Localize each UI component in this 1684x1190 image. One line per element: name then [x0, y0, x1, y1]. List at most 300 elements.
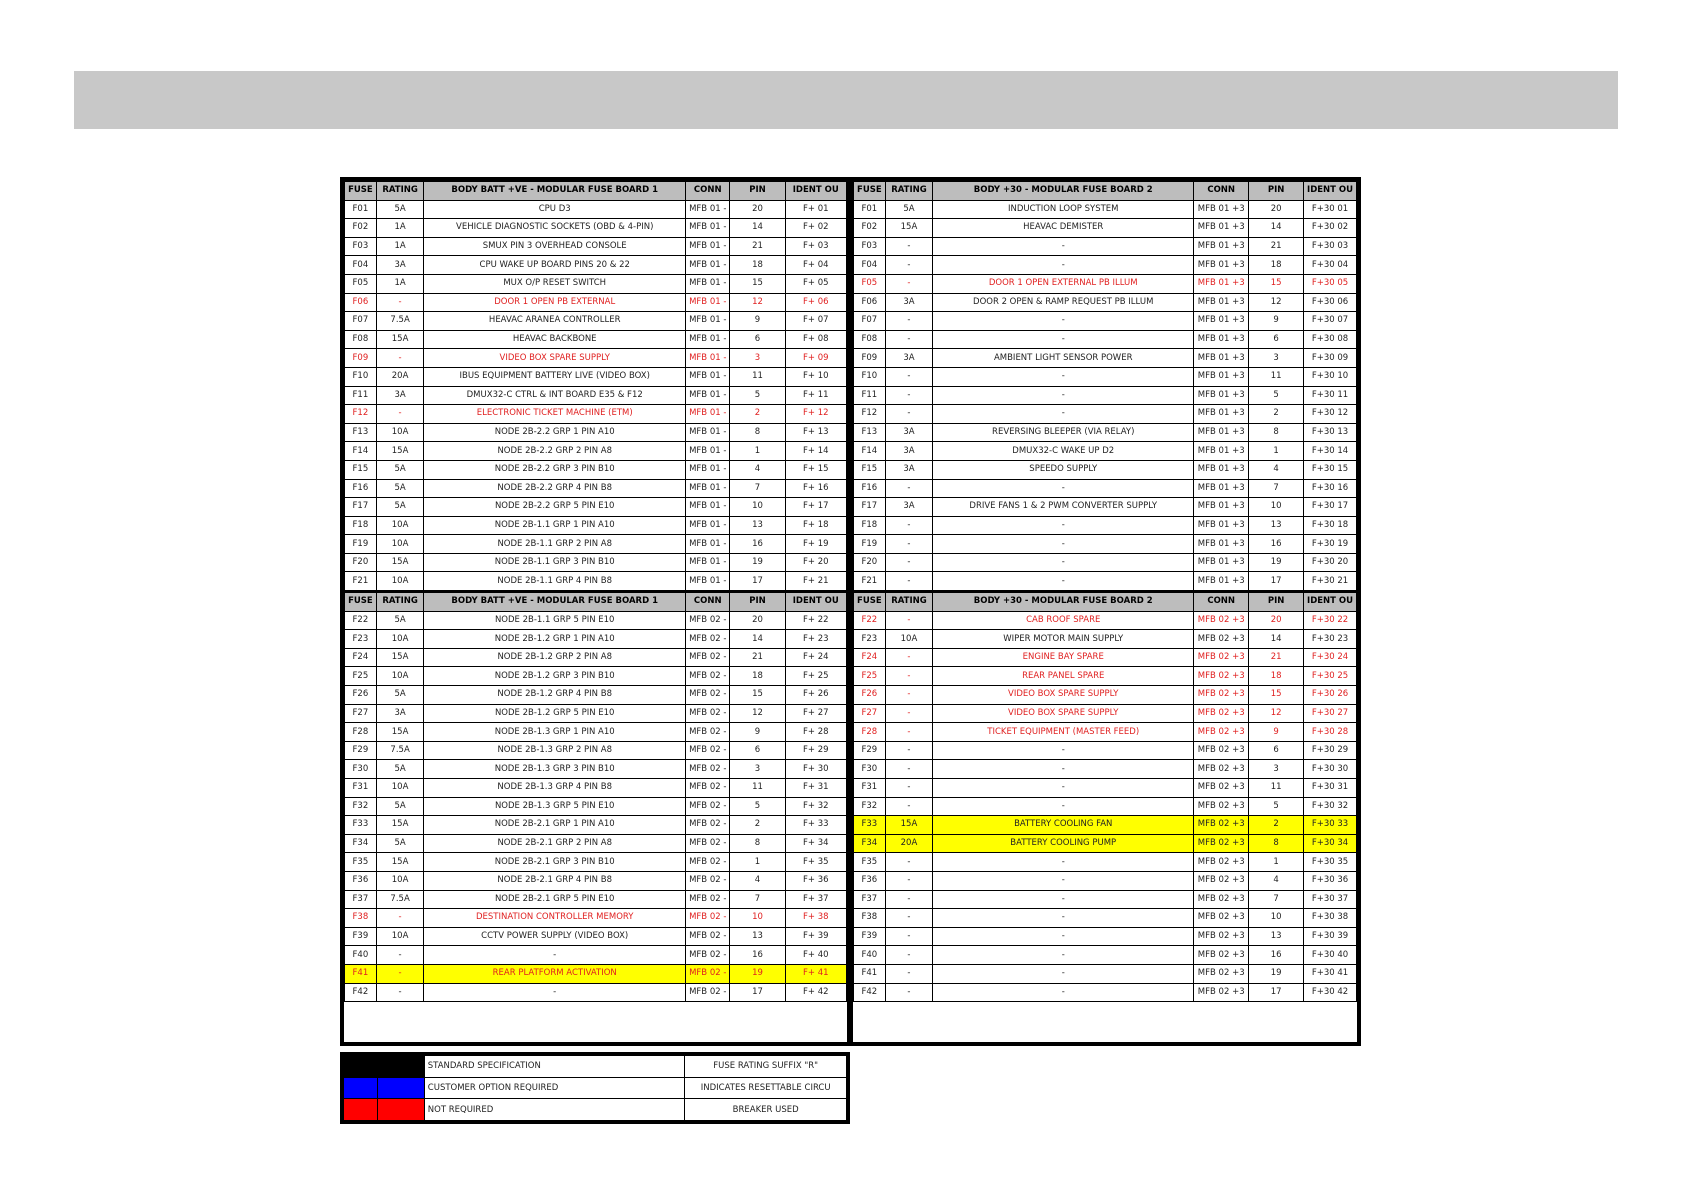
fuse-pin: 21	[1249, 648, 1304, 667]
fuse-rating: 5A	[885, 200, 933, 219]
fuse-id: F19	[854, 535, 886, 554]
fuse-connector: MFB 01 -	[686, 274, 730, 293]
header-pin: PIN	[730, 592, 785, 612]
fuse-id: F20	[345, 553, 377, 572]
fuse-pin: 3	[1249, 760, 1304, 779]
fuse-id: F30	[854, 760, 886, 779]
fuse-ident: F+ 38	[785, 909, 846, 928]
fuse-description: CPU D3	[424, 200, 686, 219]
fuse-pin: 2	[730, 816, 785, 835]
header-ident: IDENT OU	[785, 592, 846, 612]
fuse-pin: 6	[1249, 330, 1304, 349]
fuse-ident: F+30 19	[1304, 535, 1357, 554]
fuse-pin: 10	[1249, 498, 1304, 517]
table-row	[345, 964, 847, 983]
fuse-ident: F+30 01	[1304, 200, 1357, 219]
fuse-connector: MFB 02 -	[686, 834, 730, 853]
fuse-ident: F+30 28	[1304, 723, 1357, 742]
fuse-ident: F+30 11	[1304, 386, 1357, 405]
fuse-connector: MFB 02 -	[686, 741, 730, 760]
fuse-rating: -	[885, 983, 933, 1002]
fuse-ident: F+30 13	[1304, 423, 1357, 442]
table-row	[345, 423, 847, 442]
fuse-rating: -	[885, 723, 933, 742]
fuse-description: NODE 2B-2.2 GRP 2 PIN A8	[424, 442, 686, 461]
fuse-connector: MFB 01 -	[686, 535, 730, 554]
table-row	[345, 553, 847, 572]
table-row	[345, 853, 847, 872]
fuse-connector: MFB 02 +3	[1194, 983, 1249, 1002]
fuse-description: VEHICLE DIAGNOSTIC SOCKETS (OBD & 4-PIN)	[424, 219, 686, 238]
fuse-id: F27	[854, 704, 886, 723]
fuse-id: F27	[345, 704, 377, 723]
fuse-rating: -	[376, 909, 424, 928]
fuse-description: IBUS EQUIPMENT BATTERY LIVE (VIDEO BOX)	[424, 367, 686, 386]
fuse-id: F12	[854, 405, 886, 424]
fuse-rating: 10A	[376, 572, 424, 592]
fuse-description: NODE 2B-1.1 GRP 4 PIN B8	[424, 572, 686, 592]
fuse-rating: 1A	[376, 237, 424, 256]
table-row	[345, 927, 847, 946]
fuse-rating: -	[885, 686, 933, 705]
fuse-id: F35	[345, 853, 377, 872]
fuse-description: -	[933, 871, 1194, 890]
fuse-id: F24	[345, 648, 377, 667]
table-row	[854, 405, 1357, 424]
legend-swatch-standard-2	[378, 1056, 424, 1078]
fuse-id: F15	[854, 460, 886, 479]
fuse-description: -	[933, 946, 1194, 965]
fuse-id: F09	[854, 349, 886, 368]
fuse-connector: MFB 01 -	[686, 498, 730, 517]
fuse-description: NODE 2B-1.2 GRP 4 PIN B8	[424, 686, 686, 705]
fuse-pin: 11	[1249, 779, 1304, 798]
fuse-description: -	[933, 853, 1194, 872]
fuse-rating: 10A	[376, 927, 424, 946]
fuse-connector: MFB 01 -	[686, 367, 730, 386]
header-rating: RATING	[885, 182, 933, 201]
fuse-ident: F+ 29	[785, 741, 846, 760]
fuse-id: F38	[854, 909, 886, 928]
fuse-ident: F+30 07	[1304, 312, 1357, 331]
table-row	[854, 423, 1357, 442]
fuse-pin: 11	[730, 779, 785, 798]
table-row	[345, 760, 847, 779]
fuse-description: -	[933, 890, 1194, 909]
fuse-description: NODE 2B-1.2 GRP 3 PIN B10	[424, 667, 686, 686]
fuse-connector: MFB 02 -	[686, 964, 730, 983]
fuse-id: F16	[854, 479, 886, 498]
fuse-description: ENGINE BAY SPARE	[933, 648, 1194, 667]
fuse-description: NODE 2B-1.2 GRP 5 PIN E10	[424, 704, 686, 723]
fuse-connector: MFB 02 -	[686, 667, 730, 686]
fuse-pin: 18	[730, 256, 785, 275]
fuse-ident: F+ 42	[785, 983, 846, 1002]
fuse-rating: -	[885, 946, 933, 965]
fuse-description: NODE 2B-1.3 GRP 3 PIN B10	[424, 760, 686, 779]
fuse-ident: F+ 18	[785, 516, 846, 535]
fuse-id: F15	[345, 460, 377, 479]
header-pin: PIN	[1249, 592, 1304, 612]
fuse-id: F07	[345, 312, 377, 331]
legend-label-standard: STANDARD SPECIFICATION	[424, 1056, 685, 1078]
table-row	[854, 386, 1357, 405]
fuse-id: F26	[854, 686, 886, 705]
fuse-ident: F+ 10	[785, 367, 846, 386]
fuse-pin: 14	[1249, 219, 1304, 238]
fuse-rating: 15A	[376, 330, 424, 349]
fuse-pin: 20	[1249, 200, 1304, 219]
fuse-ident: F+30 14	[1304, 442, 1357, 461]
legend-note-line-1: FUSE RATING SUFFIX "R"	[685, 1056, 847, 1078]
fuse-pin: 15	[1249, 686, 1304, 705]
fuse-pin: 16	[1249, 946, 1304, 965]
fuse-ident: F+ 40	[785, 946, 846, 965]
header-conn: CONN	[1194, 182, 1249, 201]
fuse-rating: -	[885, 386, 933, 405]
fuse-rating: 3A	[885, 460, 933, 479]
legend-swatch-not-required-2	[378, 1099, 424, 1121]
fuse-rating: -	[376, 964, 424, 983]
fuse-description: WIPER MOTOR MAIN SUPPLY	[933, 630, 1194, 649]
fuse-connector: MFB 02 +3	[1194, 871, 1249, 890]
header-description: BODY +30 - MODULAR FUSE BOARD 2	[933, 182, 1194, 201]
legend	[340, 1052, 850, 1124]
fuse-description: NODE 2B-1.3 GRP 5 PIN E10	[424, 797, 686, 816]
fuse-id: F26	[345, 686, 377, 705]
header-conn: CONN	[1194, 592, 1249, 612]
fuse-pin: 10	[730, 498, 785, 517]
fuse-connector: MFB 01 -	[686, 479, 730, 498]
fuse-description: -	[933, 386, 1194, 405]
fuse-ident: F+ 04	[785, 256, 846, 275]
fuse-connector: MFB 01 -	[686, 386, 730, 405]
fuse-rating: 3A	[885, 423, 933, 442]
fuse-pin: 15	[1249, 274, 1304, 293]
fuse-connector: MFB 01 -	[686, 553, 730, 572]
table-row	[345, 386, 847, 405]
fuse-connector: MFB 01 -	[686, 405, 730, 424]
fuse-id: F13	[345, 423, 377, 442]
fuse-connector: MFB 01 +3	[1194, 219, 1249, 238]
table-row	[345, 219, 847, 238]
fuse-connector: MFB 02 -	[686, 983, 730, 1002]
fuse-id: F29	[345, 741, 377, 760]
fuse-ident: F+ 13	[785, 423, 846, 442]
fuse-rating: 5A	[376, 200, 424, 219]
fuse-ident: F+30 26	[1304, 686, 1357, 705]
fuse-pin: 14	[1249, 630, 1304, 649]
table-row	[345, 498, 847, 517]
fuse-pin: 4	[1249, 871, 1304, 890]
fuse-ident: F+ 06	[785, 293, 846, 312]
fuse-id: F23	[345, 630, 377, 649]
header-ident: IDENT OU	[785, 182, 846, 201]
fuse-rating: 7.5A	[376, 741, 424, 760]
fuse-description: NODE 2B-2.1 GRP 4 PIN B8	[424, 871, 686, 890]
table-header-row	[854, 592, 1357, 612]
fuse-description: NODE 2B-2.2 GRP 1 PIN A10	[424, 423, 686, 442]
fuse-ident: F+30 04	[1304, 256, 1357, 275]
fuse-ident: F+30 06	[1304, 293, 1357, 312]
fuse-id: F25	[854, 667, 886, 686]
header-rating: RATING	[885, 592, 933, 612]
fuse-description: NODE 2B-2.1 GRP 1 PIN A10	[424, 816, 686, 835]
table-row	[854, 535, 1357, 554]
table-row	[345, 816, 847, 835]
fuse-rating: -	[885, 367, 933, 386]
fuse-ident: F+ 19	[785, 535, 846, 554]
table-row	[854, 723, 1357, 742]
table-row	[345, 797, 847, 816]
fuse-pin: 6	[730, 741, 785, 760]
fuse-pin: 4	[1249, 460, 1304, 479]
fuse-pin: 21	[730, 648, 785, 667]
fuse-pin: 9	[1249, 723, 1304, 742]
fuse-connector: MFB 02 +3	[1194, 611, 1249, 630]
table-row	[345, 442, 847, 461]
fuse-ident: F+ 32	[785, 797, 846, 816]
fuse-description: NODE 2B-1.3 GRP 4 PIN B8	[424, 779, 686, 798]
fuse-pin: 18	[1249, 256, 1304, 275]
fuse-pin: 13	[730, 516, 785, 535]
fuse-rating: 20A	[376, 367, 424, 386]
fuse-pin: 16	[1249, 535, 1304, 554]
table-row	[854, 909, 1357, 928]
table-row	[345, 237, 847, 256]
header-fuse: FUSE	[854, 592, 886, 612]
fuse-pin: 5	[730, 797, 785, 816]
fuse-id: F37	[854, 890, 886, 909]
fuse-connector: MFB 02 +3	[1194, 890, 1249, 909]
fuse-id: F22	[345, 611, 377, 630]
fuse-description: NODE 2B-2.1 GRP 5 PIN E10	[424, 890, 686, 909]
fuse-connector: MFB 01 +3	[1194, 367, 1249, 386]
fuse-ident: F+ 33	[785, 816, 846, 835]
table-row	[345, 946, 847, 965]
table-row	[345, 611, 847, 630]
fuse-connector: MFB 01 +3	[1194, 237, 1249, 256]
fuse-description: CPU WAKE UP BOARD PINS 20 & 22	[424, 256, 686, 275]
fuse-pin: 7	[1249, 479, 1304, 498]
fuse-description: VIDEO BOX SPARE SUPPLY	[933, 686, 1194, 705]
table-row	[854, 667, 1357, 686]
fuse-ident: F+30 15	[1304, 460, 1357, 479]
fuse-board-1-table	[344, 181, 847, 1002]
fuse-connector: MFB 02 -	[686, 890, 730, 909]
legend-swatch-standard	[344, 1056, 378, 1078]
fuse-ident: F+ 15	[785, 460, 846, 479]
fuse-connector: MFB 02 -	[686, 723, 730, 742]
table-row	[345, 256, 847, 275]
fuse-rating: 10A	[376, 779, 424, 798]
fuse-rating: 3A	[885, 442, 933, 461]
fuse-connector: MFB 02 +3	[1194, 816, 1249, 835]
fuse-pin: 1	[730, 442, 785, 461]
fuse-description: DOOR 2 OPEN & RAMP REQUEST PB ILLUM	[933, 293, 1194, 312]
fuse-connector: MFB 01 -	[686, 312, 730, 331]
fuse-id: F18	[345, 516, 377, 535]
fuse-connector: MFB 01 -	[686, 423, 730, 442]
fuse-description: REVERSING BLEEPER (VIA RELAY)	[933, 423, 1194, 442]
fuse-pin: 17	[730, 572, 785, 592]
fuse-rating: -	[885, 853, 933, 872]
table-row	[854, 741, 1357, 760]
table-row	[345, 909, 847, 928]
fuse-rating: -	[885, 312, 933, 331]
fuse-id: F29	[854, 741, 886, 760]
fuse-ident: F+ 41	[785, 964, 846, 983]
fuse-description: NODE 2B-2.2 GRP 5 PIN E10	[424, 498, 686, 517]
fuse-description: -	[933, 779, 1194, 798]
fuse-description: BATTERY COOLING PUMP	[933, 834, 1194, 853]
table-row	[854, 367, 1357, 386]
fuse-connector: MFB 01 +3	[1194, 535, 1249, 554]
fuse-rating: 3A	[885, 349, 933, 368]
fuse-connector: MFB 01 -	[686, 219, 730, 238]
fuse-description: AMBIENT LIGHT SENSOR POWER	[933, 349, 1194, 368]
fuse-id: F12	[345, 405, 377, 424]
fuse-description: REAR PANEL SPARE	[933, 667, 1194, 686]
fuse-description: SPEEDO SUPPLY	[933, 460, 1194, 479]
fuse-rating: -	[885, 572, 933, 592]
table-row	[345, 200, 847, 219]
fuse-pin: 19	[730, 553, 785, 572]
fuse-description: DMUX32-C CTRL & INT BOARD E35 & F12	[424, 386, 686, 405]
fuse-id: F34	[345, 834, 377, 853]
fuse-ident: F+30 29	[1304, 741, 1357, 760]
fuse-pin: 1	[730, 853, 785, 872]
fuse-id: F17	[854, 498, 886, 517]
legend-note-line-3: BREAKER USED	[685, 1099, 847, 1121]
fuse-rating: -	[885, 871, 933, 890]
fuse-rating: -	[885, 648, 933, 667]
fuse-ident: F+30 33	[1304, 816, 1357, 835]
fuse-ident: F+ 22	[785, 611, 846, 630]
fuse-ident: F+30 05	[1304, 274, 1357, 293]
fuse-description: -	[424, 983, 686, 1002]
fuse-rating: 10A	[376, 535, 424, 554]
fuse-description: NODE 2B-2.1 GRP 2 PIN A8	[424, 834, 686, 853]
fuse-pin: 12	[730, 293, 785, 312]
fuse-ident: F+30 24	[1304, 648, 1357, 667]
fuse-rating: 5A	[376, 460, 424, 479]
fuse-connector: MFB 01 -	[686, 442, 730, 461]
fuse-pin: 1	[1249, 853, 1304, 872]
fuse-ident: F+30 30	[1304, 760, 1357, 779]
table-row	[854, 871, 1357, 890]
fuse-id: F40	[345, 946, 377, 965]
fuse-description: -	[933, 516, 1194, 535]
fuse-connector: MFB 01 +3	[1194, 516, 1249, 535]
fuse-id: F32	[345, 797, 377, 816]
fuse-rating: 3A	[376, 256, 424, 275]
fuse-ident: F+30 36	[1304, 871, 1357, 890]
fuse-connector: MFB 02 +3	[1194, 834, 1249, 853]
fuse-rating: 5A	[376, 479, 424, 498]
fuse-connector: MFB 01 +3	[1194, 498, 1249, 517]
fuse-pin: 6	[1249, 741, 1304, 760]
fuse-connector: MFB 02 +3	[1194, 704, 1249, 723]
fuse-ident: F+ 03	[785, 237, 846, 256]
fuse-connector: MFB 01 -	[686, 200, 730, 219]
fuse-rating: 15A	[376, 553, 424, 572]
fuse-ident: F+30 03	[1304, 237, 1357, 256]
table-row	[854, 964, 1357, 983]
fuse-description: -	[933, 760, 1194, 779]
fuse-pin: 15	[730, 274, 785, 293]
fuse-description: -	[933, 479, 1194, 498]
fuse-id: F39	[345, 927, 377, 946]
fuse-description: -	[933, 256, 1194, 275]
table-row	[854, 760, 1357, 779]
fuse-ident: F+ 17	[785, 498, 846, 517]
fuse-rating: -	[885, 256, 933, 275]
fuse-connector: MFB 02 -	[686, 853, 730, 872]
header-fuse: FUSE	[345, 592, 377, 612]
fuse-connector: MFB 02 -	[686, 760, 730, 779]
table-row	[345, 741, 847, 760]
fuse-connector: MFB 01 +3	[1194, 330, 1249, 349]
fuse-description: REAR PLATFORM ACTIVATION	[424, 964, 686, 983]
header-rating: RATING	[376, 182, 424, 201]
fuse-rating: -	[885, 964, 933, 983]
fuse-ident: F+30 41	[1304, 964, 1357, 983]
fuse-ident: F+30 12	[1304, 405, 1357, 424]
fuse-ident: F+ 14	[785, 442, 846, 461]
fuse-ident: F+30 08	[1304, 330, 1357, 349]
fuse-rating: 15A	[376, 853, 424, 872]
fuse-rating: 10A	[376, 630, 424, 649]
fuse-rating: 10A	[376, 667, 424, 686]
fuse-ident: F+30 25	[1304, 667, 1357, 686]
fuse-connector: MFB 02 -	[686, 779, 730, 798]
fuse-rating: -	[376, 405, 424, 424]
fuse-id: F28	[854, 723, 886, 742]
table-row	[854, 797, 1357, 816]
fuse-description: HEAVAC ARANEA CONTROLLER	[424, 312, 686, 331]
fuse-ident: F+ 28	[785, 723, 846, 742]
header-rating: RATING	[376, 592, 424, 612]
fuse-pin: 10	[1249, 909, 1304, 928]
fuse-rating: 3A	[376, 704, 424, 723]
fuse-rating: -	[885, 479, 933, 498]
fuse-rating: -	[376, 946, 424, 965]
fuse-id: F09	[345, 349, 377, 368]
fuse-id: F23	[854, 630, 886, 649]
header-fuse: FUSE	[854, 182, 886, 201]
fuse-rating: -	[885, 405, 933, 424]
fuse-description: -	[933, 237, 1194, 256]
fuse-rating: 5A	[376, 686, 424, 705]
fuse-rating: 10A	[376, 871, 424, 890]
table-row	[854, 274, 1357, 293]
fuse-id: F40	[854, 946, 886, 965]
fuse-description: NODE 2B-2.2 GRP 4 PIN B8	[424, 479, 686, 498]
fuse-connector: MFB 02 -	[686, 686, 730, 705]
fuse-pin: 3	[730, 349, 785, 368]
fuse-description: DESTINATION CONTROLLER MEMORY	[424, 909, 686, 928]
fuse-connector: MFB 01 +3	[1194, 293, 1249, 312]
fuse-description: NODE 2B-1.1 GRP 3 PIN B10	[424, 553, 686, 572]
table-row	[345, 349, 847, 368]
fuse-connector: MFB 02 -	[686, 927, 730, 946]
table-row	[854, 853, 1357, 872]
fuse-ident: F+ 11	[785, 386, 846, 405]
fuse-ident: F+30 34	[1304, 834, 1357, 853]
fuse-id: F36	[345, 871, 377, 890]
table-row	[345, 983, 847, 1002]
